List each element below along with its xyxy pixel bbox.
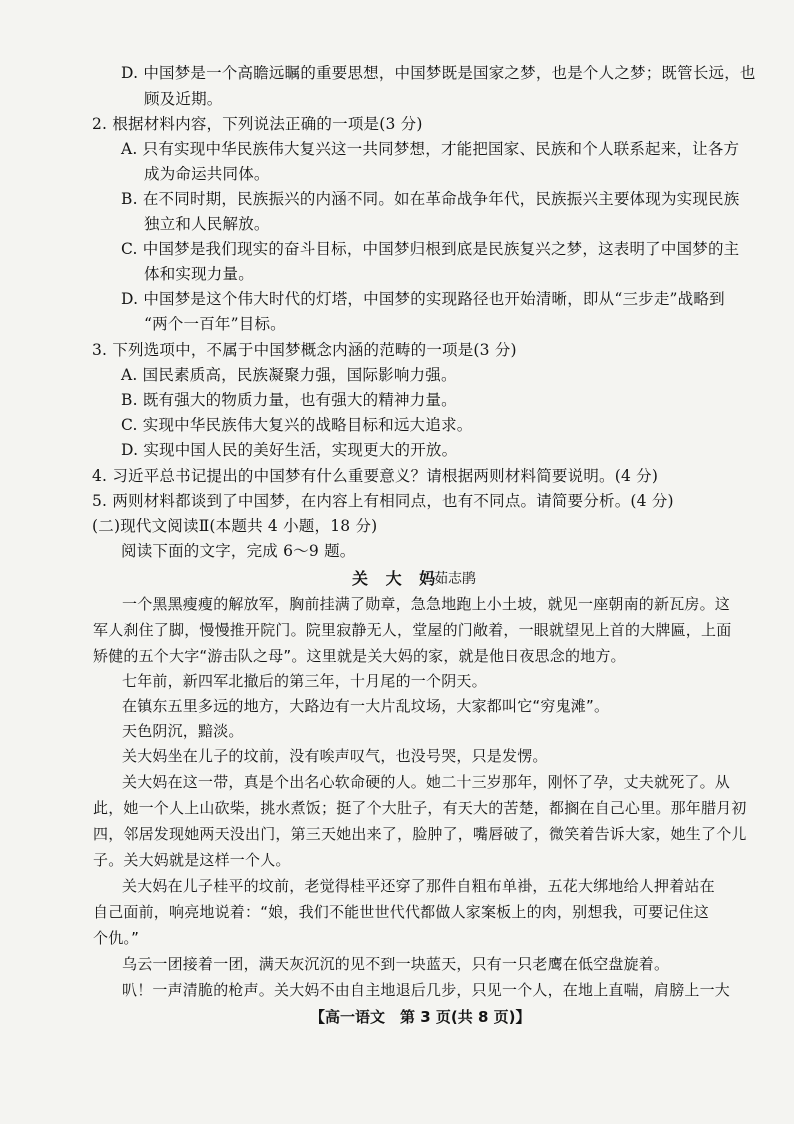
section2-instruction: 阅读下面的文字，完成 6～9 题。 [121, 542, 356, 560]
q2-stem: 2. 根据材料内容，下列说法正确的一项是(3 分) [92, 115, 423, 133]
q2-option-a-line1: A. 只有实现中华民族伟大复兴这一共同梦想，才能把国家、民族和个人联系起来，让各方 [121, 140, 740, 158]
q3-option-d: D. 实现中国人民的美好生活，实现更大的开放。 [121, 441, 458, 459]
story-line: 在镇东五里多远的地方，大路边有一大片乱坟场，大家都叫它“穷鬼滩”。 [122, 697, 610, 715]
q3-stem: 3. 下列选项中，不属于中国梦概念内涵的范畴的一项是(3 分) [92, 341, 517, 359]
q5-stem: 5. 两则材料都谈到了中国梦，在内容上有相同点，也有不同点。请简要分析。(4 分) [92, 492, 674, 510]
story-title: 关 大 妈 [352, 569, 442, 588]
story-line: 七年前，新四军北撤后的第三年，十月尾的一个阴天。 [122, 672, 487, 690]
story-line: 一个黑黑瘦瘦的解放军，胸前挂满了勋章，急急地跑上小土坡，就见一座朝南的新瓦房。这 [122, 595, 731, 613]
story-line: 天色阴沉，黯淡。 [122, 722, 244, 740]
q2-option-b-line1: B. 在不同时期，民族振兴的内涵不同。如在革命战争年代，民族振兴主要体现为实现民族 [121, 190, 740, 208]
q3-option-c: C. 实现中华民族伟大复兴的战略目标和远大追求。 [121, 416, 473, 434]
q3-option-a: A. 国民素质高，民族凝聚力强，国际影响力强。 [121, 366, 457, 384]
section2-heading: (二)现代文阅读Ⅱ(本题共 4 小题，18 分) [92, 517, 378, 535]
q2-option-d-line2: “两个一百年”目标。 [144, 315, 286, 333]
story-line: 子。关大妈就是这样一个人。 [93, 851, 291, 869]
q2-option-d-line1: D. 中国梦是这个伟大时代的灯塔，中国梦的实现路径也开始清晰，即从“三步走”战略到 [121, 290, 725, 308]
q2-option-b-line2: 独立和人民解放。 [144, 215, 270, 233]
q2-option-a-line2: 成为命运共同体。 [144, 165, 270, 183]
story-line: 此，她一个人上山砍柴，挑水煮饭；挺了个大肚子，有天大的苦楚，都搁在自己心里。那年腊月初 [93, 799, 747, 817]
q1-option-d-line1: D. 中国梦是一个高瞻远瞩的重要思想，中国梦既是国家之梦，也是个人之梦；既管长远，也 [121, 64, 756, 82]
story-line: 矫健的五个大字“游击队之母”。这里就是关大妈的家，就是他日夜思念的地方。 [93, 647, 626, 665]
q2-option-c-line1: C. 中国梦是我们现实的奋斗目标，中国梦归根到底是民族复兴之梦，这表明了中国梦的主 [121, 240, 740, 258]
story-author: 茹志鹃 [434, 571, 476, 587]
q3-option-b: B. 既有强大的物质力量，也有强大的精神力量。 [121, 391, 457, 409]
story-line: 叭！一声清脆的枪声。关大妈不由自主地退后几步，只见一个人，在地上直喘，肩膀上一大 [122, 981, 731, 999]
q4-stem: 4. 习近平总书记提出的中国梦有什么重要意义？请根据两则材料简要说明。(4 分) [92, 467, 659, 485]
story-line: 关大妈在这一带，真是个出名心软命硬的人。她二十三岁那年，刚怀了孕，丈夫就死了。从 [122, 773, 731, 791]
story-line: 军人刹住了脚，慢慢推开院门。院里寂静无人，堂屋的门敞着，一眼就望见上首的大牌匾，上面 [93, 621, 732, 639]
story-line: 乌云一团接着一团，满天灰沉沉的见不到一块蓝天，只有一只老鹰在低空盘旋着。 [122, 955, 670, 973]
q1-option-d-line2: 顾及近期。 [144, 90, 223, 108]
page-footer: 【高一语文 第 3 页(共 8 页)】 [310, 1008, 531, 1026]
story-line: 关大妈在儿子桂平的坟前，老觉得桂平还穿了那件自粗布单褂，五花大绑地给人押着站在 [122, 877, 715, 895]
story-line: 自己面前，响亮地说着：“娘，我们不能世世代代都做人家案板上的肉，别想我，可要记住这 [93, 903, 709, 921]
story-line: 个仇。” [93, 929, 140, 947]
story-line: 四，邻居发现她两天没出门，第三天她出来了，脸肿了，嘴唇破了，微笑着告诉大家，她生了个儿 [93, 825, 747, 843]
q2-option-c-line2: 体和实现力量。 [144, 265, 254, 283]
story-line: 关大妈坐在儿子的坟前，没有唉声叹气，也没号哭，只是发愣。 [122, 747, 548, 765]
